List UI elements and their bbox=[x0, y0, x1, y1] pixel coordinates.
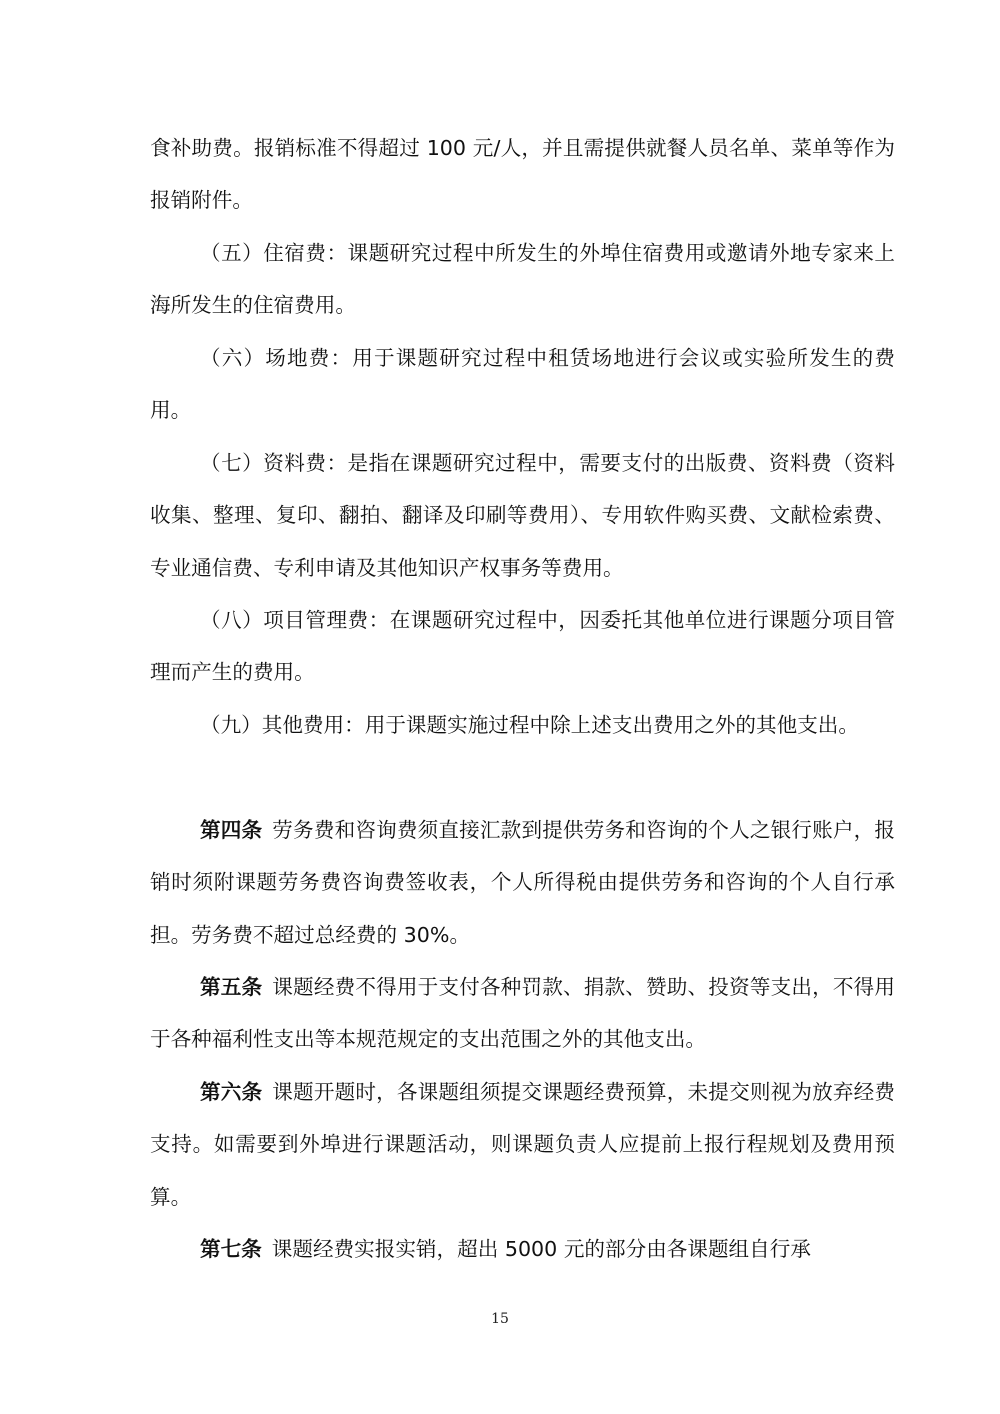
article-4 bbox=[150, 804, 895, 961]
page-number: 15 bbox=[491, 1311, 509, 1327]
article-4-title: 第四条 bbox=[200, 818, 263, 842]
paragraph-materials-fee: （七）资料费：是指在课题研究过程中，需要支付的出版费、资料费（资料收集、整理、复印、翻拍、翻译及印刷等费用）、专用软件购买费、文献检索费、专业通信费、专利申请及其他知识产权事务等费用。 bbox=[150, 451, 895, 580]
article-6-title: 第六条 bbox=[200, 1080, 263, 1104]
article-6 bbox=[150, 1066, 895, 1223]
article-6-text: 课题开题时，各课题组须提交课题经费预算，未提交则视为放弃经费支持。如需要到外埠进行课题活动，则课题负责人应提前上报行程规划及费用预算。 bbox=[150, 1080, 896, 1209]
paragraph-project-management-fee: （八）项目管理费：在课题研究过程中，因委托其他单位进行课题分项目管理而产生的费用。 bbox=[150, 608, 895, 685]
article-7-title: 第七条 bbox=[200, 1237, 262, 1261]
paragraph-meal-subsidy: 食补助费。报销标准不得超过 100 元/人，并且需提供就餐人员名单、菜单等作为报销附件。 bbox=[150, 136, 895, 213]
article-4-text: 劳务费和咨询费须直接汇款到提供劳务和咨询的个人之银行账户，报销时须附课题劳务费咨询费签收表，个人所得税由提供劳务和咨询的个人自行承担。劳务费不超过总经费的 30%。 bbox=[150, 818, 896, 947]
paragraph-accommodation-fee: （五）住宿费：课题研究过程中所发生的外埠住宿费用或邀请外地专家来上海所发生的住宿费用。 bbox=[150, 241, 895, 318]
paragraph-venue-fee: （六）场地费：用于课题研究过程中租赁场地进行会议或实验所发生的费用。 bbox=[150, 346, 895, 423]
article-7-text: 课题经费实报实销，超出 5000 元的部分由各课题组自行承 bbox=[271, 1237, 811, 1261]
article-5-title: 第五条 bbox=[200, 975, 263, 999]
article-5-text: 课题经费不得用于支付各种罚款、捐款、赞助、投资等支出，不得用于各种福利性支出等本规范规定的支出范围之外的其他支出。 bbox=[150, 975, 896, 1052]
article-5 bbox=[150, 961, 895, 1066]
article-7 bbox=[150, 1223, 895, 1275]
paragraph-other-fees: （九）其他费用：用于课题实施过程中除上述支出费用之外的其他支出。 bbox=[200, 713, 859, 737]
